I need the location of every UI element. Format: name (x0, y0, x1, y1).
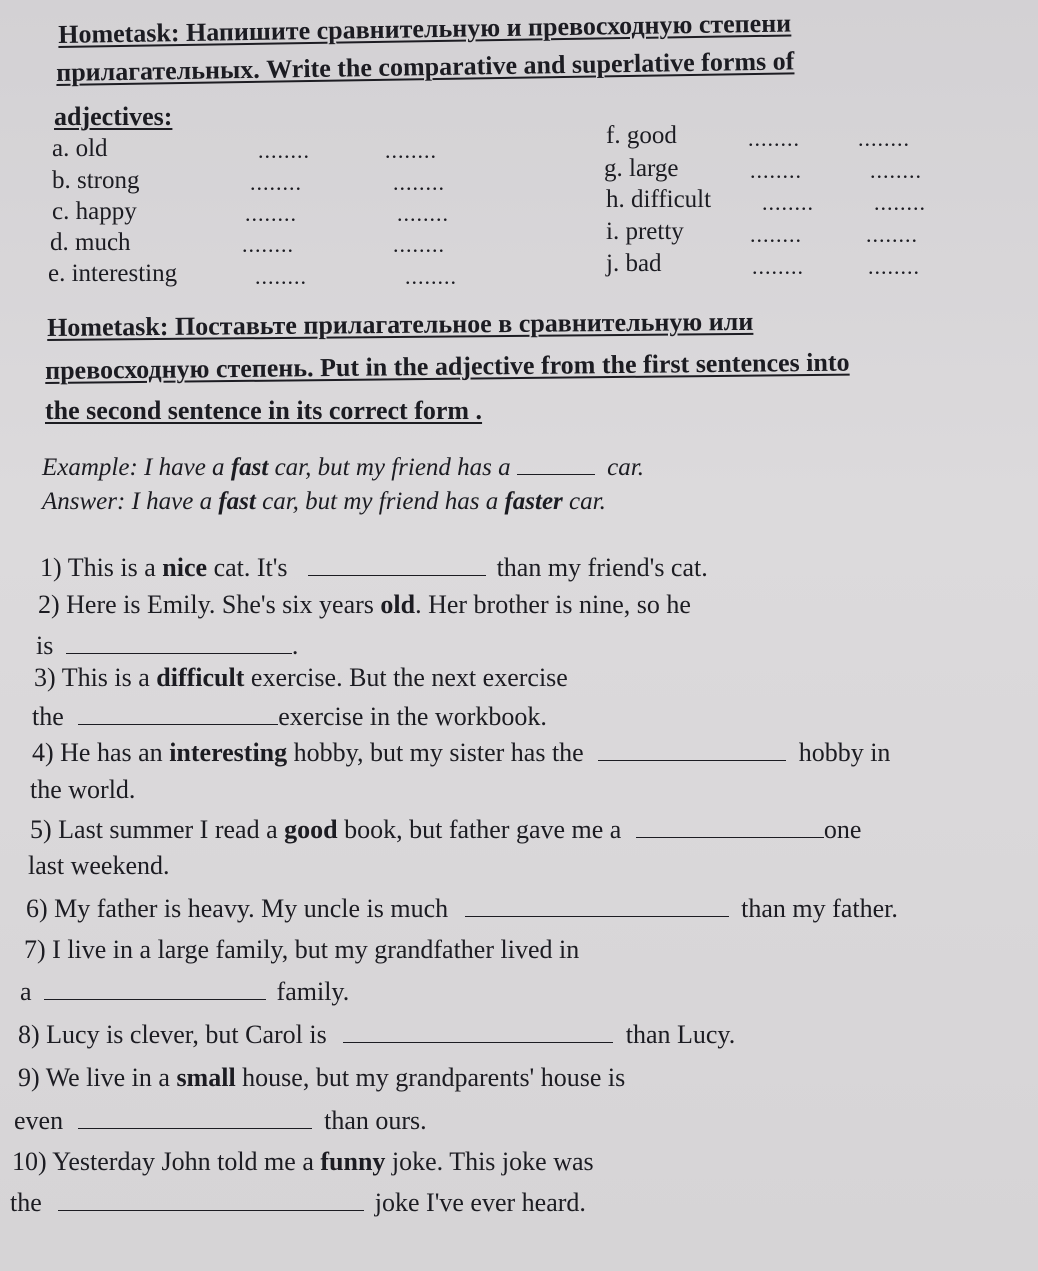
sentence-6: 6) My father is heavy. My uncle is much than my father. (26, 894, 898, 923)
sentence-10-line2: the joke I've ever heard. (10, 1188, 586, 1217)
sentence-2-line2: is . (36, 631, 299, 660)
sentence-8: 8) Lucy is clever, but Carol is than Lucy. (18, 1020, 736, 1049)
adjective-item-c: c. happy (52, 198, 137, 225)
adjective-item-b: b. strong (52, 167, 140, 194)
answer-dots[interactable]: ........ (870, 158, 922, 183)
answer-blank-4[interactable] (598, 736, 786, 761)
adjective-item-g: g. large (604, 155, 679, 182)
answer-dots[interactable]: ........ (762, 190, 814, 215)
sentence-7-line2: a family. (20, 977, 350, 1006)
sentence-4-line2: the world. (30, 775, 136, 804)
answer-blank-2[interactable] (66, 629, 292, 654)
adjective-item-i: i. pretty (606, 218, 684, 245)
adjective-item-e: e. interesting (48, 260, 178, 287)
task1-heading-line3: adjectives: (54, 102, 173, 131)
sentence-3-line2: the exercise in the workbook. (32, 702, 547, 731)
sentence-3-line1: 3) This is a difficult exercise. But the next exercise (34, 663, 568, 692)
task2-heading-line3: the second sentence in its correct form . (45, 396, 483, 425)
answer-dots[interactable]: ........ (255, 264, 307, 289)
sentence-5-line1: 5) Last summer I read a good book, but father gave me a one (30, 815, 862, 844)
answer-dots[interactable]: ........ (405, 264, 457, 289)
task2-heading-line2: превосходную степень. Put in the adjective from the first sentences into (45, 347, 850, 385)
answer-blank-3[interactable] (78, 700, 278, 725)
example-question: Example: I have a fast car, but my friend has a car. (42, 450, 644, 482)
answer-dots[interactable]: ........ (250, 170, 302, 195)
task2-heading-line1: Hometask: Поставьте прилагательное в сравнительную или (47, 306, 754, 342)
adjective-item-h: h. difficult (606, 186, 712, 213)
task1-heading-line2: прилагательных. Write the comparative and superlative forms of (56, 46, 795, 87)
answer-dots[interactable]: ........ (258, 138, 310, 163)
answer-blank-1[interactable] (308, 551, 486, 576)
answer-dots[interactable]: ........ (858, 126, 910, 151)
answer-dots[interactable]: ........ (750, 158, 802, 183)
adjective-item-a: a. old (52, 135, 108, 162)
answer-dots[interactable]: ........ (385, 138, 437, 163)
task1-heading-line1: Hometask: Напишите сравнительную и превосходную степени (58, 8, 792, 49)
example-answer: Answer: I have a fast car, but my friend has a faster car. (42, 488, 606, 515)
answer-dots[interactable]: ........ (748, 126, 800, 151)
example-blank (517, 450, 595, 475)
sentence-4-line1: 4) He has an interesting hobby, but my sister has the hobby in (32, 738, 891, 767)
adjective-item-f: f. good (606, 122, 677, 149)
answer-dots[interactable]: ........ (245, 201, 297, 226)
answer-dots[interactable]: ........ (874, 190, 926, 215)
answer-dots[interactable]: ........ (393, 170, 445, 195)
sentence-9-line1: 9) We live in a small house, but my grandparents' house is (18, 1063, 626, 1092)
answer-dots[interactable]: ........ (868, 254, 920, 279)
answer-dots[interactable]: ........ (397, 201, 449, 226)
adjective-item-j: j. bad (606, 250, 662, 277)
adjective-item-d: d. much (50, 229, 131, 256)
answer-blank-9[interactable] (78, 1104, 312, 1129)
answer-blank-6[interactable] (465, 892, 729, 917)
sentence-10-line1: 10) Yesterday John told me a funny joke. This joke was (12, 1147, 594, 1176)
sentence-1: 1) This is a nice cat. It's than my friend's cat. (40, 553, 708, 582)
answer-blank-8[interactable] (343, 1018, 613, 1043)
answer-blank-7[interactable] (44, 975, 266, 1000)
answer-dots[interactable]: ........ (866, 222, 918, 247)
answer-dots[interactable]: ........ (750, 222, 802, 247)
sentence-2-line1: 2) Here is Emily. She's six years old. Her brother is nine, so he (38, 590, 691, 619)
answer-dots[interactable]: ........ (752, 254, 804, 279)
answer-dots[interactable]: ........ (242, 232, 294, 257)
answer-blank-5[interactable] (636, 813, 824, 838)
answer-blank-10[interactable] (58, 1186, 364, 1211)
answer-dots[interactable]: ........ (393, 232, 445, 257)
sentence-9-line2: even than ours. (14, 1106, 427, 1135)
sentence-5-line2: last weekend. (28, 851, 170, 880)
sentence-7-line1: 7) I live in a large family, but my grandfather lived in (24, 935, 580, 964)
